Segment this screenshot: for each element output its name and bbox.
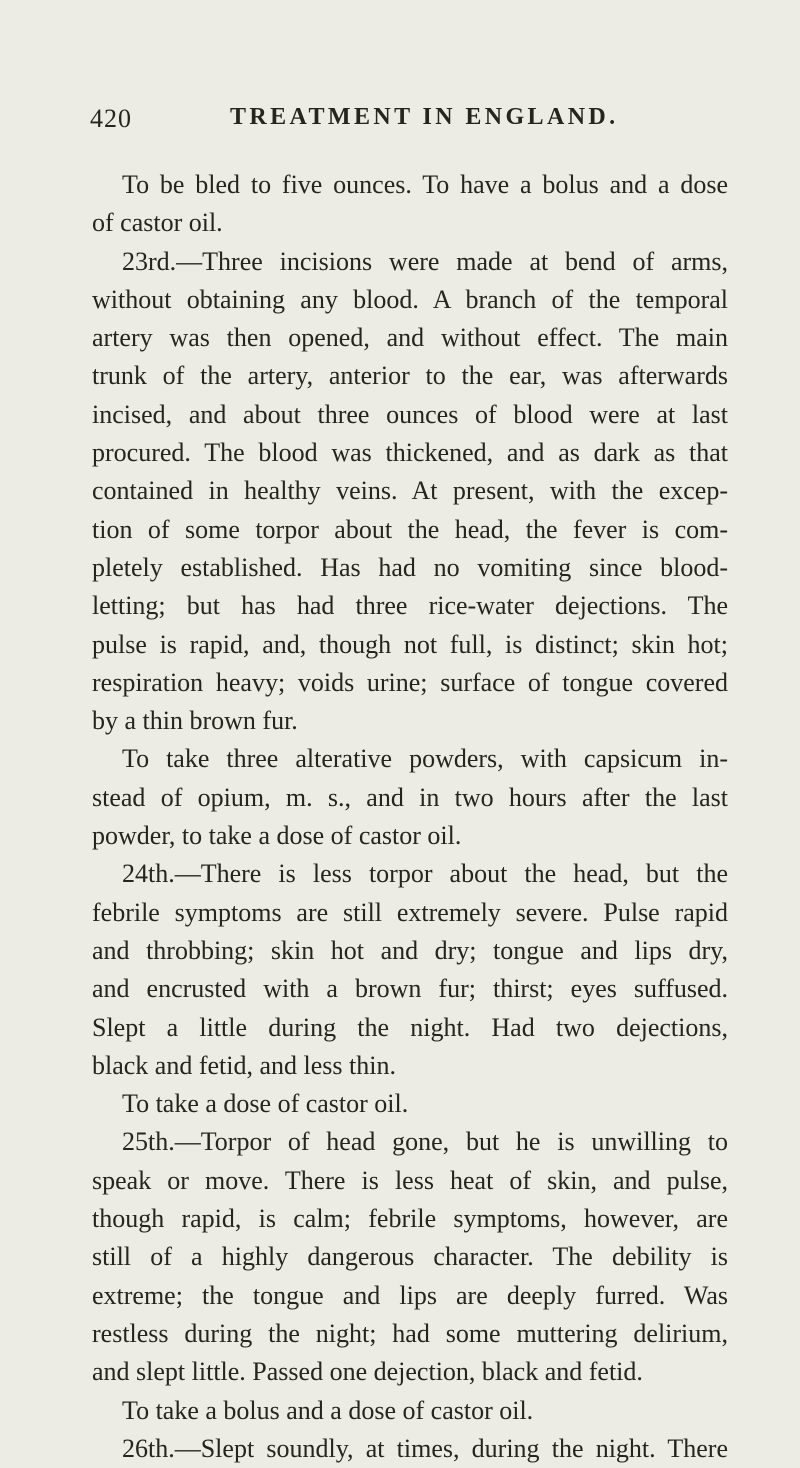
- text-line: of castor oil.: [92, 208, 223, 238]
- text-line: without obtaining any blood. A branch of the temporal: [92, 284, 728, 314]
- page-number: 420: [90, 104, 132, 133]
- text-line: To take a dose of castor oil.: [122, 1089, 409, 1119]
- text-line: To take a bolus and a dose of castor oil.: [122, 1395, 534, 1425]
- text-line: 24th.—There is less torpor about the head, but the: [122, 859, 728, 889]
- text-line: artery was then opened, and without effect. The main: [92, 323, 728, 353]
- text-line: though rapid, is calm; febrile symptoms, however, are: [92, 1204, 728, 1234]
- text-line: tion of some torpor about the head, the fever is com-: [92, 514, 728, 544]
- text-line: and slept little. Passed one dejection, black and fetid.: [92, 1357, 643, 1387]
- text-line: and throbbing; skin hot and dry; tongue and lips dry,: [92, 935, 728, 965]
- text-line: black and fetid, and less thin.: [92, 1050, 396, 1080]
- text-line: letting; but has had three rice-water dejections. The: [92, 591, 728, 621]
- body-text: [92, 166, 728, 1468]
- text-line: 23rd.—Three incisions were made at bend of arms,: [122, 246, 728, 276]
- text-line: still of a highly dangerous character. The debility is: [92, 1242, 728, 1272]
- text-line: pulse is rapid, and, though not full, is distinct; skin hot;: [92, 629, 728, 659]
- text-line: by a thin brown fur.: [92, 706, 298, 736]
- text-line: pletely established. Has had no vomiting since blood-: [92, 552, 728, 582]
- text-line: procured. The blood was thickened, and as dark as that: [92, 438, 728, 468]
- text-line: stead of opium, m. s., and in two hours after the last: [92, 782, 728, 812]
- text-line: extreme; the tongue and lips are deeply furred. Was: [92, 1280, 728, 1310]
- text-line: trunk of the artery, anterior to the ear, was afterwards: [92, 361, 728, 391]
- page-header: [90, 104, 710, 144]
- text-line: 26th.—Slept soundly, at times, during the night. There: [122, 1433, 728, 1463]
- text-line: 25th.—Torpor of head gone, but he is unwilling to: [122, 1127, 728, 1157]
- text-line: incised, and about three ounces of blood were at last: [92, 399, 728, 429]
- text-line: speak or move. There is less heat of skin, and pulse,: [92, 1165, 728, 1195]
- text-line: contained in healthy veins. At present, with the excep-: [92, 476, 728, 506]
- running-title: TREATMENT IN ENGLAND.: [230, 104, 619, 130]
- text-line: respiration heavy; voids urine; surface of tongue covered: [92, 667, 728, 697]
- text-line: and encrusted with a brown fur; thirst; eyes suffused.: [92, 974, 728, 1004]
- text-line: To be bled to five ounces. To have a bolus and a dose: [122, 170, 728, 199]
- text-line: febrile symptoms are still extremely severe. Pulse rapid: [92, 897, 728, 927]
- text-line: To take three alterative powders, with capsicum in-: [122, 744, 728, 774]
- text-line: Slept a little during the night. Had two dejections,: [92, 1012, 728, 1042]
- text-line: restless during the night; had some muttering delirium,: [92, 1318, 728, 1348]
- text-line: powder, to take a dose of castor oil.: [92, 821, 462, 851]
